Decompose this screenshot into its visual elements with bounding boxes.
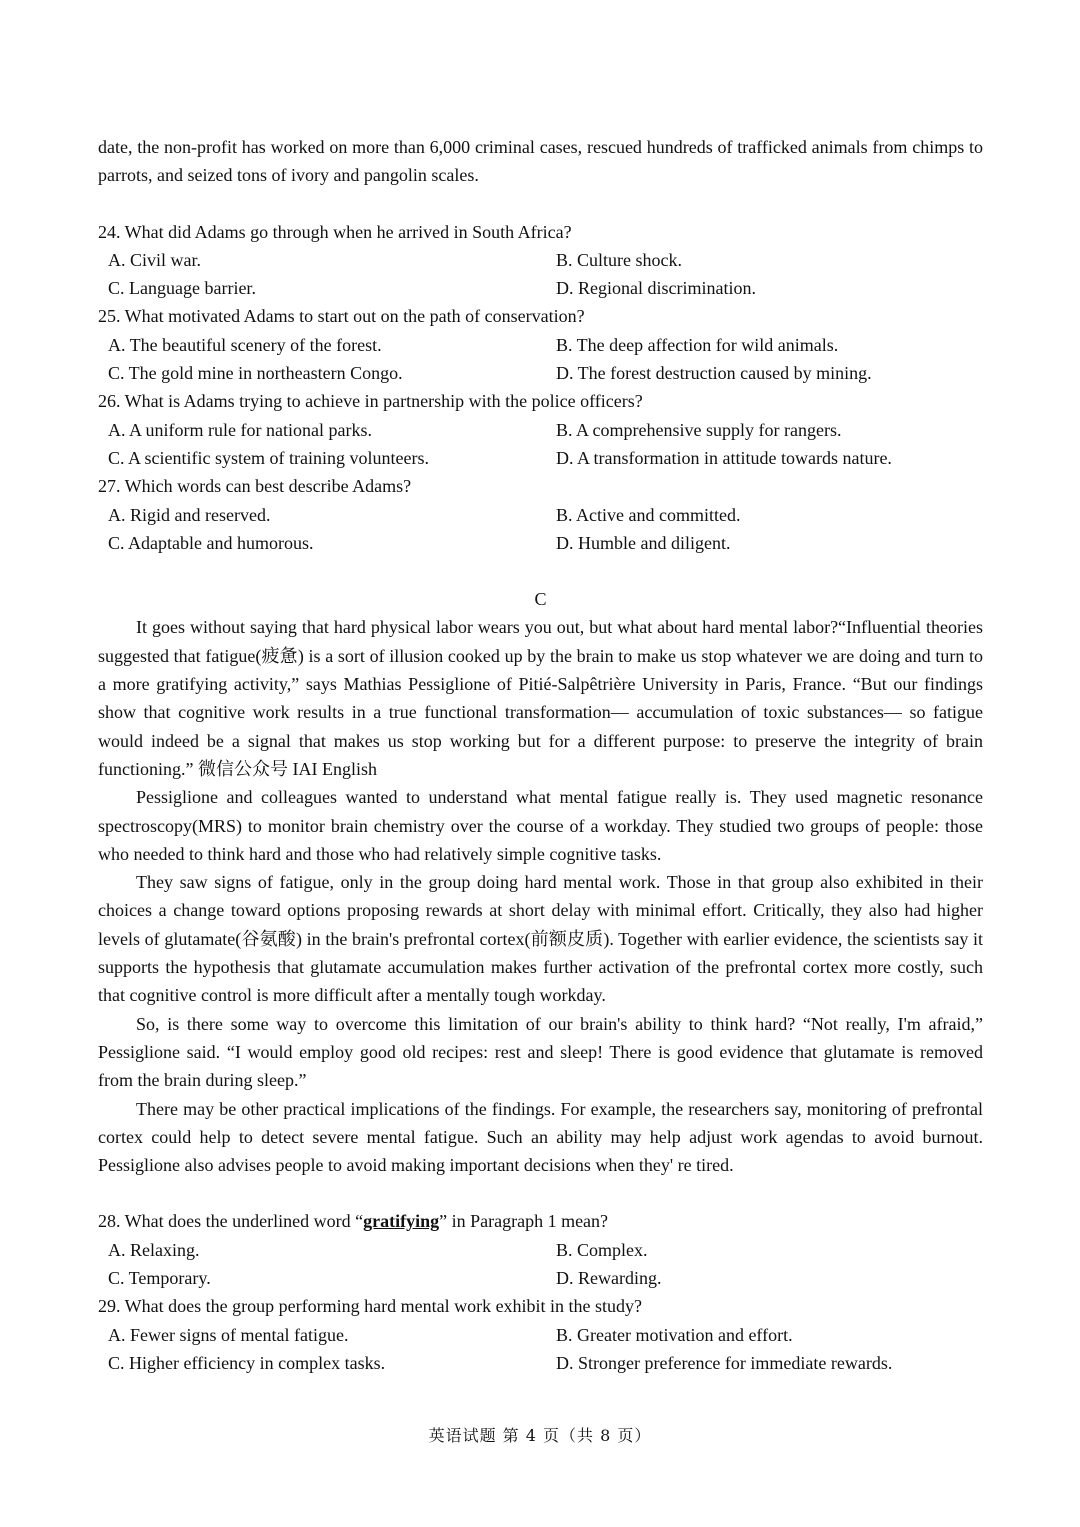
question-24 xyxy=(98,218,983,303)
option-d: D. The forest destruction caused by mining. xyxy=(556,363,872,384)
option-c: C. Language barrier. xyxy=(108,278,256,299)
question-stem: 24. What did Adams go through when he arrived in South Africa? xyxy=(98,221,572,242)
option-a: A. Rigid and reserved. xyxy=(108,504,271,525)
option-d: D. Rewarding. xyxy=(556,1267,662,1288)
exam-page xyxy=(98,133,983,1377)
option-c: C. Adaptable and humorous. xyxy=(108,532,314,553)
spacer xyxy=(98,557,983,585)
question-stem xyxy=(98,1207,983,1235)
option-b: B. Complex. xyxy=(556,1239,648,1260)
options xyxy=(98,1236,983,1293)
question-stem: 26. What is Adams trying to achieve in partnership with the police officers? xyxy=(98,391,643,412)
passage-c-paragraph-2: Pessiglione and colleagues wanted to understand what mental fatigue really is. They used magnetic resonance spectroscopy(MRS) to monitor brain chemistry over the course of a workday. They studied two groups of people: those who needed to think hard and those who had relatively simple cognitive tasks. xyxy=(98,787,983,864)
option-d: D. Stronger preference for immediate rewards. xyxy=(556,1352,893,1373)
option-c: C. The gold mine in northeastern Congo. xyxy=(108,363,403,384)
passage-c-paragraph-5: There may be other practical implications of the findings. For example, the researchers say, monitoring of prefrontal cortex could help to detect severe mental fatigue. Such an ability may help adjust work agendas to avoid burnout. Pessiglione also advises people to avoid making important decisions when they' re tired. xyxy=(98,1098,983,1176)
option-a: A. Civil war. xyxy=(108,249,201,270)
option-c: C. Higher efficiency in complex tasks. xyxy=(108,1352,386,1373)
option-a: A. A uniform rule for national parks. xyxy=(108,419,372,440)
underlined-word: gratifying xyxy=(363,1211,440,1232)
option-d: D. Humble and diligent. xyxy=(556,532,731,553)
option-d: D. Regional discrimination. xyxy=(556,278,756,299)
question-25 xyxy=(98,302,983,387)
option-a: A. Fewer signs of mental fatigue. xyxy=(108,1324,349,1345)
spacer xyxy=(98,190,983,218)
option-a: A. The beautiful scenery of the forest. xyxy=(108,334,382,355)
options xyxy=(98,501,983,558)
option-c: C. Temporary. xyxy=(108,1267,211,1288)
page-footer: 英语试题 第 4 页（共 8 页） xyxy=(428,1426,652,1445)
question-stem: 27. Which words can best describe Adams? xyxy=(98,476,412,497)
passage-b-tail: date, the non-profit has worked on more than 6,000 criminal cases, rescued hundreds of trafficked animals from chimps to parrots, and seized tons of ivory and pangolin scales. xyxy=(98,137,983,186)
option-b: B. The deep affection for wild animals. xyxy=(556,334,839,355)
question-28 xyxy=(98,1207,983,1292)
question-stem: 25. What motivated Adams to start out on the path of conservation? xyxy=(98,306,585,327)
passage-c-paragraph-4: So, is there some way to overcome this limitation of our brain's ability to think hard? “Not really, I'm afraid,” Pessiglione said. “I would employ good old recipes: rest and sleep! There is good evidence that glutamate is removed from the brain during sleep.” xyxy=(98,1013,983,1091)
stem-after: ” in Paragraph 1 mean? xyxy=(439,1211,609,1232)
section-heading: C xyxy=(534,589,547,610)
options xyxy=(98,246,983,303)
option-c: C. A scientific system of training volunteers. xyxy=(108,447,429,468)
option-d: D. A transformation in attitude towards nature. xyxy=(556,447,892,468)
passage-c-paragraph-1: It goes without saying that hard physical labor wears you out, but what about hard mental labor?“Influential theories suggested that fatigue(疲惫) is a sort of illusion cooked up by the brain to make us stop whatever we are doing and turn to a more gratifying activity,” says Mathias Pessiglione of Pitié-Salpêtrière University in Paris, France. “But our findings show that cognitive work results in a true functional transformation— accumulation of toxic substances— so fatigue would indeed be a signal that makes us stop working but for a different purpose: to preserve the integrity of brain functioning.” 微信公众号 IAI English xyxy=(98,617,983,779)
options xyxy=(98,1321,983,1378)
spacer xyxy=(98,1179,983,1207)
question-27 xyxy=(98,472,983,557)
question-29 xyxy=(98,1292,983,1377)
passage-c-paragraph-3: They saw signs of fatigue, only in the group doing hard mental work. Those in that group also exhibited in their choices a change toward options proposing rewards at short delay with minimal effort. Critically, they also had higher levels of glutamate(谷氨酸) in the brain's prefrontal cortex(前额皮质). Together with earlier evidence, the scientists say it supports the hypothesis that glutamate accumulation makes further activation of the prefrontal cortex more costly, such that cognitive control is more difficult after a mentally tough workday. xyxy=(98,872,983,1006)
question-26 xyxy=(98,387,983,472)
options xyxy=(98,331,983,388)
option-b: B. Greater motivation and effort. xyxy=(556,1324,793,1345)
question-stem: 29. What does the group performing hard mental work exhibit in the study? xyxy=(98,1296,643,1317)
stem-before: 28. What does the underlined word “ xyxy=(98,1211,364,1232)
option-b: B. Culture shock. xyxy=(556,249,682,270)
option-a: A. Relaxing. xyxy=(108,1239,200,1260)
options xyxy=(98,416,983,473)
option-b: B. Active and committed. xyxy=(556,504,741,525)
option-b: B. A comprehensive supply for rangers. xyxy=(556,419,842,440)
